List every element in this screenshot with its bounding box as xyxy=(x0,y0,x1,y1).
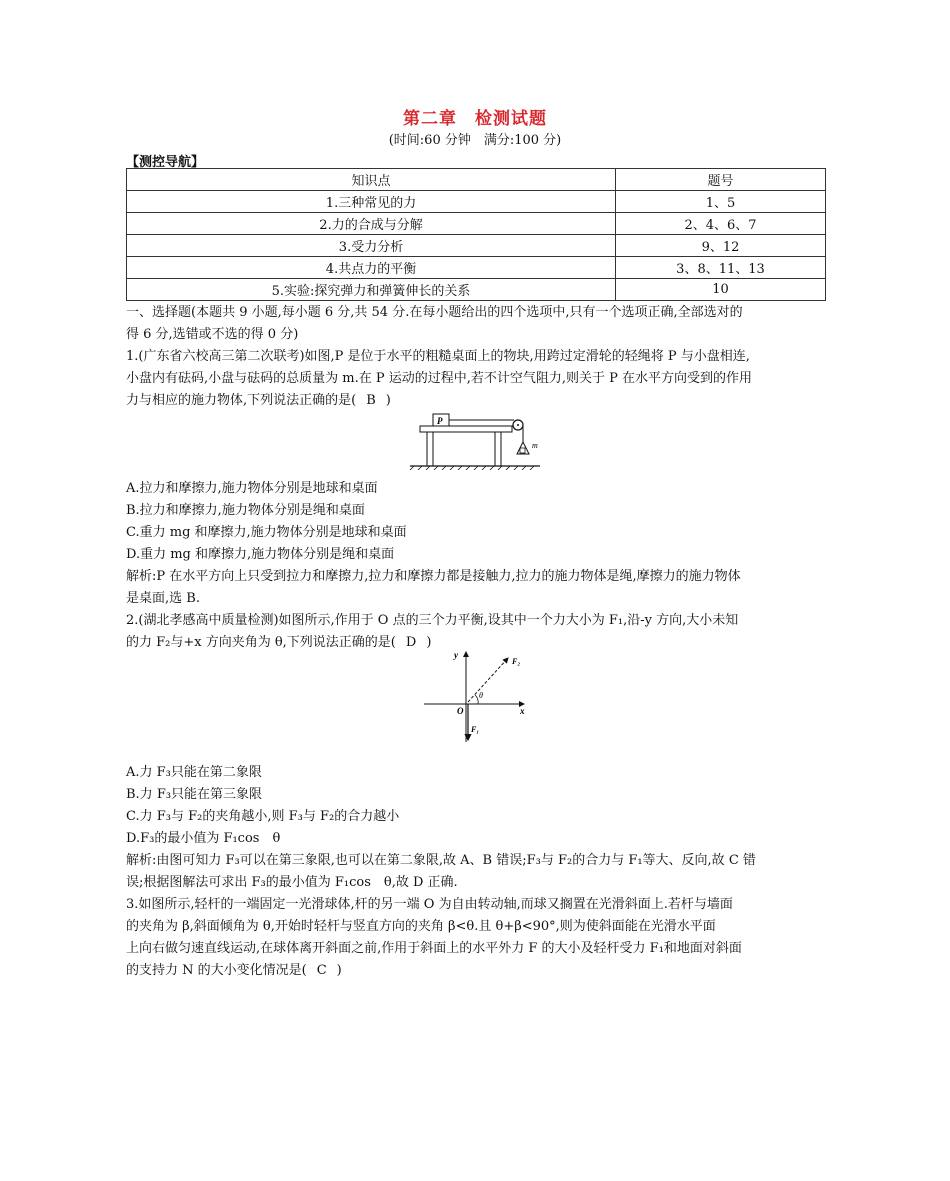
table-row xyxy=(127,213,826,235)
table-cell: 10 xyxy=(616,279,826,301)
q2-answer: D xyxy=(405,635,417,650)
q2-force-axes-figure xyxy=(420,646,530,746)
q1-options-block xyxy=(126,478,826,654)
table-cell: 2、4、6、7 xyxy=(616,213,826,235)
table-cell: 3.受力分析 xyxy=(127,235,616,257)
table-cell: 9、12 xyxy=(616,235,826,257)
page-title: 第二章 检测试题 xyxy=(403,109,547,129)
q1-block xyxy=(126,302,826,412)
table-header-row xyxy=(127,169,826,191)
table-cell: 1、5 xyxy=(616,191,826,213)
q1-option-c: C.重力 mg 和摩擦力,施力物体分别是地球和桌面 xyxy=(126,525,407,540)
q1-stem-text: 力与相应的施力物体,下列说法正确的是( xyxy=(126,393,357,408)
q2-stem: 2.(湖北孝感高中质量检测)如图所示,作用于 O 点的三个力平衡,设其中一个力大小为 F₁,沿-y 方向,大小未知 xyxy=(126,613,739,628)
q1-option-d: D.重力 mg 和摩擦力,施力物体分别是绳和桌面 xyxy=(126,547,395,562)
page-subtitle: (时间:60 分钟 满分:100 分) xyxy=(388,133,562,148)
origin-label: O xyxy=(457,706,464,716)
q3-stem: 3.如图所示,轻杆的一端固定一光滑球体,杆的另一端 O 为自由转动轴,而球又搁置在光滑斜面上.若杆与墙面 xyxy=(126,897,733,912)
x-axis-label: x xyxy=(520,706,525,716)
table-row xyxy=(127,279,826,301)
q2-analysis-cont: 误;根据图解法可求出 F₃的最小值为 F₁cos θ,故 D 正确. xyxy=(126,875,458,890)
q2-option-b: B.力 F₃只能在第三象限 xyxy=(126,787,263,802)
q3-stem-last xyxy=(126,960,826,982)
section-heading: 一、选择题(本题共 9 小题,每小题 6 分,共 54 分.在每小题给出的四个选项中,只有一个选项正确,全部选对的 xyxy=(126,305,743,320)
f2-label: F₂ xyxy=(512,657,521,666)
q3-stem: 的夹角为 β,斜面倾角为 θ,开始时轻杆与竖直方向的夹角 β<θ.且 θ+β<90°,则为使斜面能在光滑水平面 xyxy=(126,919,716,934)
q3-stem: 上向右做匀速直线运动,在球体离开斜面之前,作用于斜面上的水平外力 F 的大小及轻杆受力 F₁和地面对斜面 xyxy=(126,941,742,956)
q1-stem: 小盘内有砝码,小盘与砝码的总质量为 m.在 P 运动的过程中,若不计空气阻力,则关于 P 在水平方向受到的作用 xyxy=(126,371,753,386)
nav-table xyxy=(126,168,826,301)
q3-close-paren: ) xyxy=(336,963,342,978)
table-row xyxy=(127,191,826,213)
section-heading-cont: 得 6 分,选错或不选的得 0 分) xyxy=(126,327,299,342)
q2-option-c: C.力 F₃与 F₂的夹角越小,则 F₃与 F₂的合力越小 xyxy=(126,809,400,824)
q1-table-pulley-figure xyxy=(408,412,543,470)
theta-label: θ xyxy=(479,691,483,700)
q2-close-paren: ) xyxy=(426,635,432,650)
q1-option-b: B.拉力和摩擦力,施力物体分别是绳和桌面 xyxy=(126,503,365,518)
f1-label: F₁ xyxy=(471,725,480,734)
column-header: 知识点 xyxy=(127,169,616,191)
q1-analysis-cont: 是桌面,选 B. xyxy=(126,591,200,606)
block-p-label: P xyxy=(437,416,443,426)
table-row xyxy=(127,257,826,279)
q1-stem: 1.(广东省六校高三第二次联考)如图,P 是位于水平的粗糙桌面上的物块,用跨过定滑轮的轻绳将 P 与小盘相连, xyxy=(126,349,750,364)
q1-stem-last xyxy=(126,390,826,412)
q2-options-block xyxy=(126,762,826,982)
q1-option-a: A.拉力和摩擦力,施力物体分别是地球和桌面 xyxy=(126,481,378,496)
table-row xyxy=(127,235,826,257)
table-cell: 2.力的合成与分解 xyxy=(127,213,616,235)
table-cell: 4.共点力的平衡 xyxy=(127,257,616,279)
q2-option-a: A.力 F₃只能在第二象限 xyxy=(126,765,262,780)
q3-answer: C xyxy=(316,963,327,978)
q2-stem-text: 的力 F₂与+x 方向夹角为 θ,下列说法正确的是( xyxy=(126,635,396,650)
q1-answer: B xyxy=(366,393,376,408)
nav-label: 【测控导航】 xyxy=(126,155,205,170)
pan-m-label: m xyxy=(532,441,538,450)
q3-stem-text: 的支持力 N 的大小变化情况是( xyxy=(126,963,307,978)
table-cell: 1.三种常见的力 xyxy=(127,191,616,213)
column-header: 题号 xyxy=(616,169,826,191)
y-axis-label: y xyxy=(454,650,458,660)
q2-analysis: 解析:由图可知力 F₃可以在第三象限,也可以在第二象限,故 A、B 错误;F₃与 F₂的合力与 F₁等大、反向,故 C 错 xyxy=(126,853,756,868)
q1-close-paren: ) xyxy=(385,393,391,408)
q2-option-d: D.F₃的最小值为 F₁cos θ xyxy=(126,831,281,846)
table-cell: 5.实验:探究弹力和弹簧伸长的关系 xyxy=(127,279,616,301)
table-cell: 3、8、11、13 xyxy=(616,257,826,279)
q1-analysis: 解析:P 在水平方向上只受到拉力和摩擦力,拉力和摩擦力都是接触力,拉力的施力物体是绳,摩擦力的施力物体 xyxy=(126,569,741,584)
